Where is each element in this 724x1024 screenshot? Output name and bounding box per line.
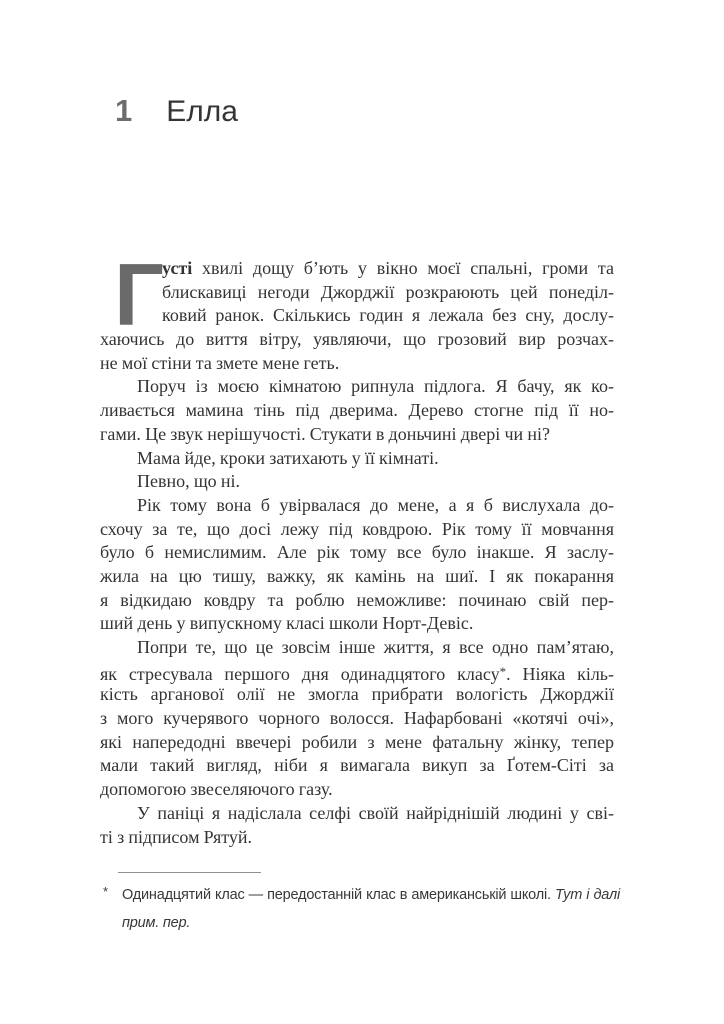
chapter-title: Елла bbox=[166, 95, 238, 128]
text-segment: усті bbox=[162, 258, 193, 278]
text-segment: У паніці я надіслала селфі своїй найріднішій людині у сві- bbox=[137, 802, 614, 823]
text-segment: не мої стіни та змете мене геть. bbox=[100, 352, 340, 373]
text-line bbox=[100, 612, 614, 636]
text-line bbox=[100, 447, 614, 471]
drop-cap-glyph: Г bbox=[114, 245, 164, 344]
text-segment: ший день у випускному класі школи Норт-Девіс. bbox=[100, 613, 474, 634]
text-segment: які напередодні ввечері робили з мене фатальну жінку, тепер bbox=[100, 731, 614, 752]
text-line bbox=[100, 565, 614, 589]
text-line bbox=[100, 636, 614, 660]
text-segment: . Ніяка кіль- bbox=[506, 663, 615, 684]
text-segment: Тут і далі bbox=[555, 887, 620, 903]
text-line bbox=[100, 826, 614, 850]
text-segment: допомогою звеселяючого газу. bbox=[100, 779, 333, 800]
text-segment: * bbox=[499, 663, 507, 679]
text-line bbox=[100, 660, 614, 684]
text-segment: Мама йде, кроки затихають у її кімнаті. bbox=[137, 447, 439, 468]
text-line bbox=[100, 778, 614, 802]
paragraph bbox=[100, 636, 614, 802]
text-segment: мали такий вигляд, ніби я вимагала викуп за Ґотем-Сіті за bbox=[100, 755, 614, 776]
body-text bbox=[100, 245, 615, 849]
text-segment: було б немислимим. Але рік тому все було інакше. Я заслу- bbox=[100, 542, 614, 563]
text-line bbox=[100, 352, 614, 376]
text-line bbox=[100, 494, 614, 518]
text-segment: блискавиці негоди Джорджії розкраюють цей понеділ- bbox=[162, 281, 614, 302]
text-line bbox=[100, 304, 614, 328]
text-segment: кість арганової олії не змогла прибрати вологість Джорджії bbox=[100, 684, 614, 705]
text-line bbox=[100, 541, 614, 565]
text-segment: ливається мамина тінь під дверима. Дерево стогне під її но- bbox=[100, 400, 614, 421]
text-segment: Одинадцятий клас — передостанній клас в американській школі. bbox=[122, 887, 555, 903]
paragraph bbox=[100, 375, 614, 446]
text-line bbox=[100, 518, 614, 542]
chapter-number: 1 bbox=[115, 93, 133, 128]
text-segment: хаючись до виття вітру, уявляючи, що грозовий вир розчах- bbox=[100, 329, 614, 350]
footnote bbox=[100, 882, 620, 937]
paragraph bbox=[100, 447, 614, 471]
text-segment: ковий ранок. Скількись годин я лежала без сну, дослу- bbox=[162, 305, 614, 326]
paragraph bbox=[100, 245, 614, 375]
text-segment: прим. пер. bbox=[122, 914, 191, 931]
text-line bbox=[100, 375, 614, 399]
text-line bbox=[100, 328, 614, 352]
text-segment: жила на цю тишу, важку, як камінь на шиї. І як покарання bbox=[100, 565, 614, 586]
footnote-line bbox=[122, 882, 620, 910]
text-line bbox=[100, 399, 614, 423]
footnote-line bbox=[122, 910, 620, 938]
paragraph bbox=[100, 494, 614, 636]
text-line bbox=[100, 731, 614, 755]
drop-cap-letter bbox=[100, 245, 164, 344]
chapter-header bbox=[115, 93, 238, 129]
text-segment: як стресувала першого дня одинадцятого класу bbox=[100, 663, 500, 684]
paragraph bbox=[100, 470, 614, 494]
paragraph bbox=[100, 802, 614, 849]
text-line bbox=[100, 589, 614, 613]
text-segment: Попри те, що це зовсім інше життя, я все одно пам’ятаю, bbox=[137, 637, 614, 657]
text-segment: гами. Це звук нерішучості. Стукати в доньчині двері чи ні? bbox=[100, 423, 550, 444]
text-segment: хвилі дощу б’ють у вікно моєї спальні, громи та bbox=[192, 258, 614, 278]
text-line bbox=[100, 707, 614, 731]
text-line bbox=[100, 802, 614, 826]
footnote-separator bbox=[118, 872, 261, 873]
text-segment: Певно, що ні. bbox=[137, 471, 241, 492]
text-segment: з мого кучерявого чорного волосся. Нафарбовані «котячі очі», bbox=[100, 708, 614, 729]
text-segment: ті з підписом Рятуй. bbox=[100, 826, 253, 847]
text-segment: Рік тому вона б увірвалася до мене, а я б вислухала до- bbox=[137, 494, 614, 515]
text-segment: схочу за те, що досі лежу під ковдрою. Рік тому її мовчання bbox=[100, 518, 614, 539]
footnote-marker: * bbox=[103, 884, 108, 899]
text-segment: Поруч із моєю кімнатою рипнула підлога. Я бачу, як ко- bbox=[137, 376, 614, 397]
footnote-lines bbox=[100, 882, 620, 937]
text-line bbox=[100, 683, 614, 707]
text-line bbox=[100, 470, 614, 494]
text-line bbox=[100, 281, 614, 305]
text-segment: я відкидаю ковдру та роблю неможливе: починаю свій пер- bbox=[100, 589, 614, 610]
text-line bbox=[100, 754, 614, 778]
text-line bbox=[100, 257, 614, 281]
text-line bbox=[100, 423, 614, 447]
